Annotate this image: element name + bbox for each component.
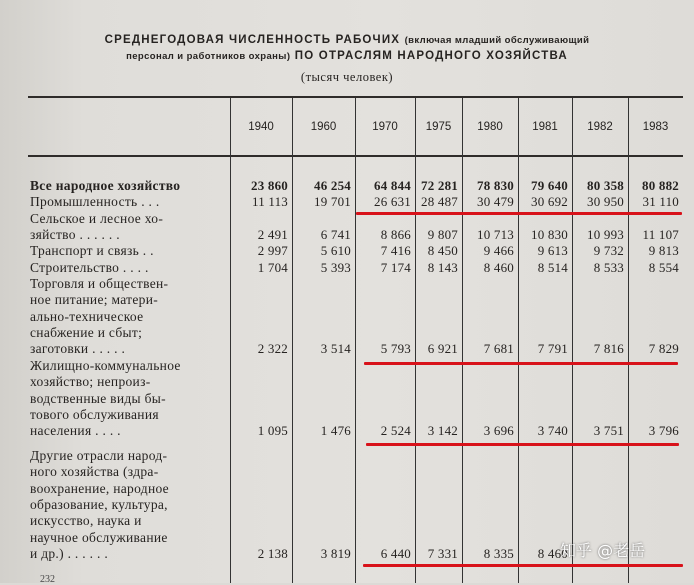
watermark: 知乎 @老岳 [560, 541, 646, 560]
table-title-line-2 [0, 50, 694, 62]
row-label-line: научное обслуживание [30, 529, 168, 545]
row-label-line: Транспорт и связь . . [30, 243, 154, 258]
table-cell: 8 866 [380, 227, 411, 243]
table-cell: 11 107 [642, 227, 679, 243]
table-cell: 9 613 [537, 243, 568, 258]
table-cell: 2 524 [380, 423, 411, 439]
row-label-line: Жилищно-коммунальное [30, 358, 181, 373]
table-cell: 10 713 [477, 227, 514, 243]
row-label-line: Строительство . . . . [30, 260, 149, 275]
row-label-line: Торговля и обществен- [30, 276, 169, 291]
row-label-line: снабжение и сбыт; [30, 324, 143, 340]
table-cell: 46 254 [314, 178, 351, 193]
row-label-line: ально-техническое [30, 308, 144, 324]
table-title-line-1 [0, 34, 694, 46]
row-label-line: ное питание; матери- [30, 292, 159, 308]
table-cell: 8 460 [483, 260, 514, 275]
table-cell: 8 450 [427, 243, 458, 258]
row-label-line: и др.) . . . . . . [30, 545, 108, 561]
table-cell: 9 813 [648, 243, 679, 258]
table-cell: 78 830 [477, 178, 514, 193]
row-label-line: Промышленность . . . [30, 194, 160, 209]
table-cell: 5 610 [320, 243, 351, 258]
table-cell: 5 393 [320, 260, 351, 275]
table-cell: 7 174 [380, 260, 411, 275]
table-cell: 5 793 [380, 341, 411, 357]
table-cell: 7 416 [380, 243, 411, 258]
table-cell: 9 466 [483, 243, 514, 258]
table-cell: 7 816 [593, 341, 624, 357]
table-unit: (тысяч человек) [300, 70, 394, 84]
table-cell: 10 830 [531, 227, 568, 243]
table-cell: 28 487 [421, 194, 458, 209]
year-header: 1983 [642, 121, 669, 133]
table-cell: 2 138 [257, 545, 288, 561]
table-cell: 2 997 [257, 243, 288, 258]
title-note-2: персонал и работников охраны) [126, 51, 291, 62]
year-header: 1982 [587, 121, 613, 133]
red-underline-annotation [366, 443, 679, 446]
table-cell: 3 751 [593, 423, 624, 439]
year-header: 1975 [425, 121, 452, 133]
row-label-line: образование, культура, [30, 496, 168, 512]
year-header: 1960 [310, 121, 337, 133]
year-header: 1970 [372, 121, 398, 133]
table-cell: 72 281 [421, 178, 458, 193]
table-cell: 19 701 [314, 194, 351, 209]
table-cell: 3 819 [320, 545, 351, 561]
table-cell: 10 993 [587, 227, 624, 243]
row-label-line: зяйство . . . . . . [30, 227, 120, 243]
red-underline-annotation [356, 212, 682, 215]
table-cell: 30 692 [531, 194, 568, 209]
table-cell: 8 533 [593, 260, 624, 275]
table-cell: 6 440 [380, 545, 411, 561]
table-cell: 8 460 [537, 545, 568, 561]
table-cell: 3 796 [648, 423, 679, 439]
table-cell: 7 331 [427, 545, 458, 561]
table-cell: 3 514 [320, 341, 351, 357]
table-cell: 1 476 [320, 423, 351, 439]
table-cell: 3 740 [537, 423, 568, 439]
page-number: 232 [40, 574, 55, 585]
table-cell: 2 491 [257, 227, 288, 243]
red-underline-annotation [364, 362, 678, 365]
table-cell: 30 950 [587, 194, 624, 209]
row-label-line: водственные виды бы- [30, 390, 166, 406]
table-cell: 6 741 [320, 227, 351, 243]
table-cell: 8 514 [537, 260, 568, 275]
title-note-1: (включая младший обслуживающий [404, 35, 590, 46]
row-label-line: воохранение, народное [30, 480, 169, 496]
table-cell: 30 479 [477, 194, 514, 209]
table-cell: 3 696 [483, 423, 514, 439]
table-cell: 7 681 [483, 341, 514, 357]
table-cell: 79 640 [531, 178, 568, 193]
table-cell: 6 921 [427, 341, 458, 357]
red-underline-annotation [363, 564, 683, 567]
table-cell: 8 554 [648, 260, 679, 275]
table-cell: 3 142 [427, 423, 458, 439]
table-cell: 8 335 [483, 545, 514, 561]
title-main-1: СРЕДНЕГОДОВАЯ ЧИСЛЕННОСТЬ РАБОЧИХ [104, 34, 401, 46]
year-header: 1980 [477, 121, 503, 133]
table-cell: 80 882 [642, 178, 679, 193]
table-cell: 31 110 [642, 194, 679, 209]
table-cell: 26 631 [374, 194, 411, 209]
table-cell: 1 095 [257, 423, 288, 439]
row-label-line: искусство, наука и [30, 513, 142, 529]
title-main-2: ПО ОТРАСЛЯМ НАРОДНОГО ХОЗЯЙСТВА [294, 50, 568, 62]
table-cell: 7 829 [648, 341, 679, 357]
row-label-line: Сельское и лесное хо- [30, 211, 164, 226]
table-cell: 9 807 [427, 227, 458, 243]
table-cell: 9 732 [593, 243, 624, 258]
year-header: 1940 [248, 121, 274, 133]
table-cell: 23 860 [251, 178, 288, 193]
table-cell: 64 844 [374, 178, 411, 193]
table-cell: 11 113 [252, 194, 288, 209]
row-label-line: Все народное хозяйство [30, 178, 181, 193]
row-label-line: тового обслуживания [30, 406, 159, 422]
row-label-line: населения . . . . [30, 423, 121, 439]
row-label-line: Другие отрасли народ- [30, 448, 168, 463]
row-label-line: заготовки . . . . . [30, 341, 126, 357]
table-cell: 8 143 [427, 260, 458, 275]
row-label-line: хозяйство; непроиз- [30, 374, 151, 390]
row-label-line: ного хозяйства (здра- [30, 464, 159, 480]
table-cell: 7 791 [537, 341, 568, 357]
table-cell: 1 704 [257, 260, 288, 275]
table-cell: 80 358 [587, 178, 624, 193]
table-cell: 2 322 [257, 341, 288, 357]
year-header: 1981 [532, 121, 558, 133]
